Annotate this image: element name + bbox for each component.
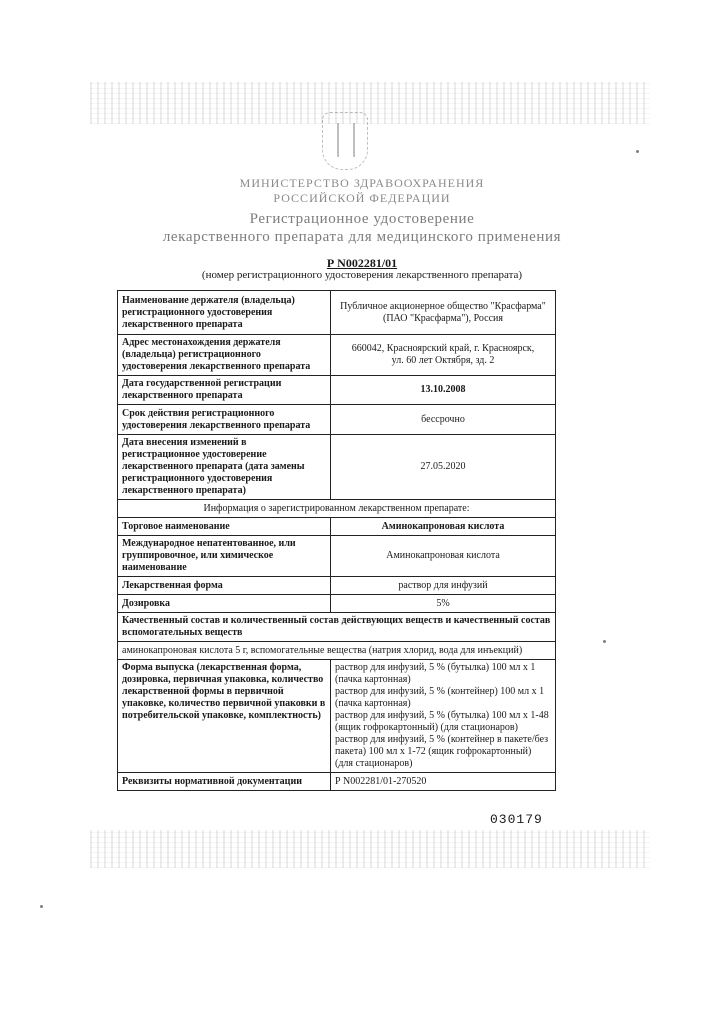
dosage-form-value: раствор для инфузий <box>331 577 556 595</box>
ministry-name-line2: РОССИЙСКОЙ ФЕДЕРАЦИИ <box>273 191 451 205</box>
table-row <box>118 518 556 536</box>
scan-speck <box>40 905 43 908</box>
table-row <box>118 613 556 642</box>
release-form-label: Форма выпуска (лекарственная форма, дозировка, первичная упаковка, количество лекарственной формы в первичной упаковке, количество первичной упаковки в потребительской упаковке, комплектность) <box>118 660 331 773</box>
table-row <box>118 335 556 376</box>
scan-noise-top <box>90 82 650 124</box>
address-label: Адрес местонахождения держателя (владельца) регистрационного удостоверения лекарственного препарата <box>118 335 331 376</box>
release-form-values <box>331 660 556 773</box>
address-value-line2: ул. 60 лет Октября, зд. 2 <box>391 355 495 366</box>
registration-date-label: Дата государственной регистрации лекарственного препарата <box>118 376 331 405</box>
release-form-item: раствор для инфузий, 5 % (бутылка) 100 мл х 1 (пачка картонная) <box>335 662 536 685</box>
trade-name-label: Торговое наименование <box>118 518 331 536</box>
normative-docs-label: Реквизиты нормативной документации <box>118 773 331 791</box>
release-form-item: раствор для инфузий, 5 % (контейнер в пакете/без пакета) 100 мл х 1-72 (ящик гофрокартонный) (для стационаров) <box>335 734 549 769</box>
table-row <box>118 536 556 577</box>
inn-value: Аминокапроновая кислота <box>331 536 556 577</box>
table-row <box>118 660 556 773</box>
state-emblem-icon <box>322 112 368 170</box>
inn-label: Международное непатентованное, или группировочное, или химическое наименование <box>118 536 331 577</box>
scan-speck <box>603 640 606 643</box>
composition-value: аминокапроновая кислота 5 г, вспомогательные вещества (натрия хлорид, вода для инъекций) <box>118 642 556 660</box>
document-title-line1: Регистрационное удостоверение <box>249 211 475 227</box>
dosage-form-label: Лекарственная форма <box>118 577 331 595</box>
holder-value <box>331 291 556 335</box>
address-value-line1: 660042, Красноярский край, г. Красноярск, <box>351 343 535 354</box>
table-row <box>118 435 556 500</box>
dosage-value: 5% <box>331 595 556 613</box>
dosage-label: Дозировка <box>118 595 331 613</box>
address-value <box>331 335 556 376</box>
validity-label: Срок действия регистрационного удостоверения лекарственного препарата <box>118 405 331 435</box>
release-form-item: раствор для инфузий, 5 % (бутылка) 100 мл х 1-48 (ящик гофрокартонный) (для стационаров) <box>335 710 549 733</box>
table-row <box>118 595 556 613</box>
table-row <box>118 773 556 791</box>
registration-number: Р N002281/01 <box>326 256 398 270</box>
blank-serial-number: 030179 <box>490 812 543 827</box>
scan-noise-bottom <box>90 830 650 868</box>
holder-label: Наименование держателя (владельца) регистрационного удостоверения лекарственного препарата <box>118 291 331 335</box>
table-row <box>118 376 556 405</box>
trade-name-value: Аминокапроновая кислота <box>331 518 556 536</box>
table-row <box>118 577 556 595</box>
table-row <box>118 291 556 335</box>
holder-value-line1: Публичное акционерное общество "Красфарма" <box>340 300 546 312</box>
holder-value-line2: (ПАО "Красфарма"), Россия <box>382 312 503 324</box>
table-row <box>118 405 556 435</box>
registration-date-value: 13.10.2008 <box>331 376 556 405</box>
registration-number-caption: (номер регистрационного удостоверения лекарственного препарата) <box>201 269 523 281</box>
table-row <box>118 500 556 518</box>
ministry-name-line1: МИНИСТЕРСТВО ЗДРАВООХРАНЕНИЯ <box>239 176 485 190</box>
drug-info-header: Информация о зарегистрированном лекарственном препарате: <box>118 500 556 518</box>
table-row <box>118 642 556 660</box>
release-form-item: раствор для инфузий, 5 % (контейнер) 100 мл х 1 (пачка картонная) <box>335 686 545 709</box>
change-date-label: Дата внесения изменений в регистрационное удостоверение лекарственного препарата (дата замены регистрационного удостоверения лекарственного препарата) <box>118 435 331 500</box>
normative-docs-value: Р N002281/01-270520 <box>331 773 556 791</box>
document-title-line2: лекарственного препарата для медицинского применения <box>162 229 562 245</box>
scan-speck <box>636 150 639 153</box>
registration-table <box>117 290 556 791</box>
validity-value: бессрочно <box>331 405 556 435</box>
composition-header: Качественный состав и количественный состав действующих веществ и качественный состав вспомогательных веществ <box>118 613 556 642</box>
change-date-value: 27.05.2020 <box>331 435 556 500</box>
